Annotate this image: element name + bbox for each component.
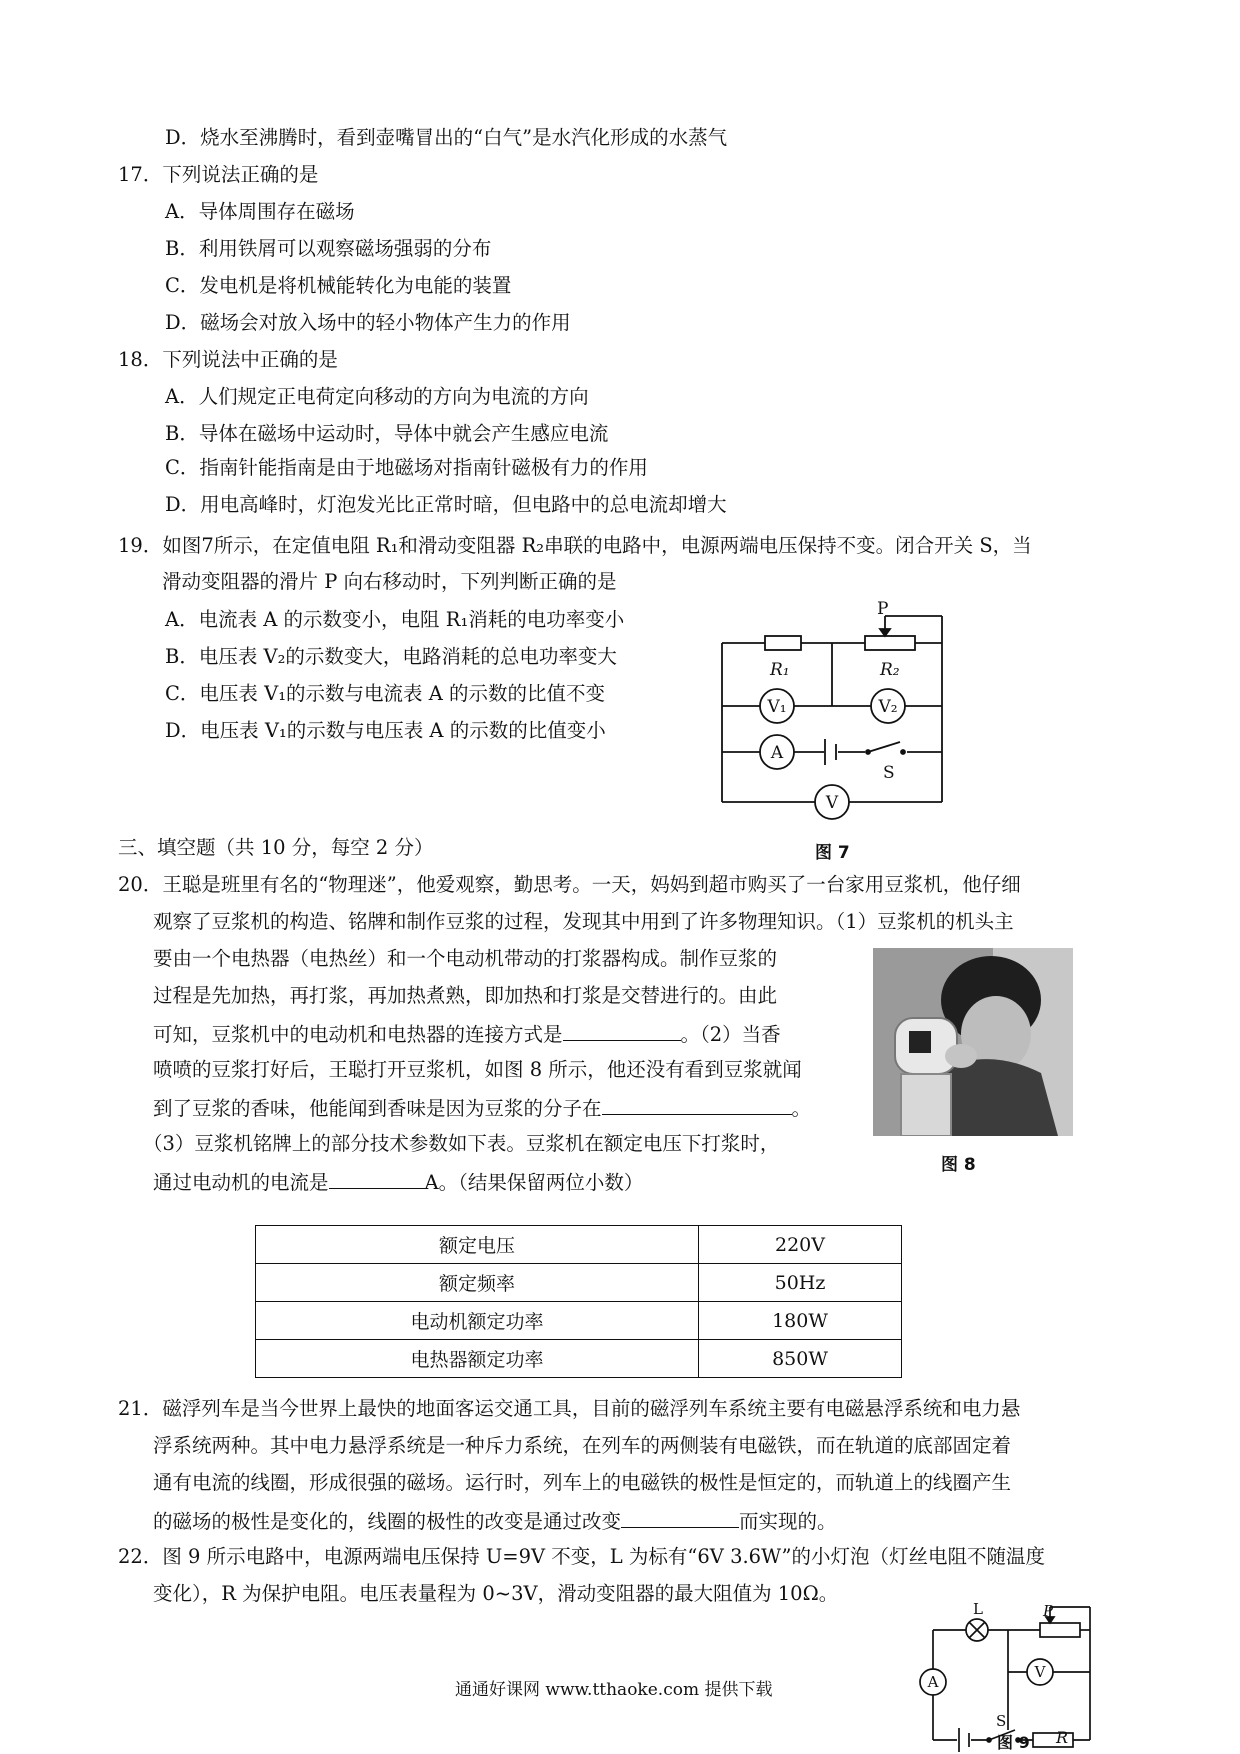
fig9-lamp-label: L (973, 1602, 983, 1618)
spec-key: 电热器额定功率 (256, 1340, 699, 1378)
table-row (256, 1264, 902, 1302)
q20-line7-text-b: 。 (791, 1097, 812, 1120)
q21-line1: 21．磁浮列车是当今世界上最快的地面客运交通工具，目前的磁浮列车系统主要有电磁悬浮系统和电力悬 (118, 1397, 1021, 1420)
q18-option-d: D．用电高峰时，灯泡发光比正常时暗，但电路中的总电流却增大 (165, 493, 727, 516)
q21-line3: 通有电流的线圈，形成很强的磁场。运行时，列车上的电磁铁的极性是恒定的，而轨道上的线圈产生 (153, 1471, 1012, 1494)
q20-line4: 过程是先加热，再打浆，再加热煮熟，即加热和打浆是交替进行的。由此 (153, 984, 778, 1007)
q20-line8: （3）豆浆机铭牌上的部分技术参数如下表。豆浆机在额定电压下打浆时， (143, 1132, 780, 1155)
q20-line5-text-a: 可知，豆浆机中的电动机和电热器的连接方式是 (153, 1023, 563, 1046)
q20-line5-text-b: 。（2）当香 (680, 1023, 781, 1046)
q17-stem: 17．下列说法正确的是 (118, 163, 319, 186)
q18-option-c: C．指南针能指南是由于地磁场对指南针磁极有力的作用 (165, 456, 648, 479)
q21-line4 (153, 1507, 837, 1535)
q17-option-b: B．利用铁屑可以观察磁场强弱的分布 (165, 237, 492, 260)
q21-line4-text-a: 的磁场的极性是变化的，线圈的极性的改变是通过改变 (153, 1510, 622, 1533)
section-3-title: 三、填空题（共 10 分，每空 2 分） (118, 836, 434, 859)
fig7-slider-label: P (877, 600, 889, 619)
q20-line9 (153, 1168, 643, 1196)
q20-line6: 喷喷的豆浆打好后，王聪打开豆浆机，如图 8 所示，他还没有看到豆浆就闻 (153, 1058, 802, 1081)
q18-option-b: B．导体在磁场中运动时，导体中就会产生感应电流 (165, 422, 609, 445)
q16-option-d: D．烧水至沸腾时，看到壶嘴冒出的“白气”是水汽化形成的水蒸气 (165, 126, 728, 149)
q20-line2: 观察了豆浆机的构造、铭牌和制作豆浆的过程，发现其中用到了许多物理知识。（1）豆浆机的机头主 (153, 910, 1014, 933)
table-row (256, 1340, 902, 1378)
q22-line1: 22．图 9 所示电路中，电源两端电压保持 U=9V 不变，L 为标有“6V 3.6W”的小灯泡（灯丝电阻不随温度 (118, 1545, 1045, 1568)
q20-line9-text-a: 通过电动机的电流是 (153, 1171, 329, 1194)
q19-option-d: D．电压表 V₁的示数与电压表 A 的示数的比值变小 (165, 719, 606, 742)
fig7-v2-label: V₂ (878, 697, 898, 717)
spec-value: 180W (699, 1302, 902, 1340)
figure-9-caption: 图 9 (997, 1733, 1030, 1752)
q20-line7 (153, 1094, 811, 1122)
q17-option-d: D．磁场会对放入场中的轻小物体产生力的作用 (165, 311, 571, 334)
q17-option-a: A．导体周围存在磁场 (165, 200, 355, 223)
spec-key: 额定频率 (256, 1264, 699, 1302)
q19-stem-line1: 19．如图7所示，在定值电阻 R₁和滑动变阻器 R₂串联的电路中，电源两端电压保持不变。闭合开关 S，当 (118, 534, 1032, 557)
figure-7-caption: 图 7 (815, 843, 850, 863)
answer-blank-connection[interactable] (563, 1020, 681, 1041)
q18-option-a: A．人们规定正电荷定向移动的方向为电流的方向 (165, 385, 589, 408)
fig9-ammeter-label: A (927, 1673, 939, 1691)
q19-option-a: A．电流表 A 的示数变小，电阻 R₁消耗的电功率变小 (165, 608, 625, 631)
spec-key: 电动机额定功率 (256, 1302, 699, 1340)
answer-blank-molecules[interactable] (602, 1094, 792, 1115)
answer-blank-current-direction[interactable] (621, 1507, 739, 1528)
q20-line9-text-b: A。（结果保留两位小数） (424, 1171, 644, 1194)
q22-line2: 变化），R 为保护电阻。电压表量程为 0~3V，滑动变阻器的最大阻值为 10Ω。 (153, 1582, 839, 1605)
q21-line2: 浮系统两种。其中电力悬浮系统是一种斥力系统，在列车的两侧装有电磁铁，而在轨道的底部固定着 (153, 1434, 1012, 1457)
fig7-v1-label: V₁ (767, 697, 787, 717)
figure-8-photo (873, 948, 1073, 1136)
spec-key: 额定电压 (256, 1226, 699, 1264)
spec-value: 850W (699, 1340, 902, 1378)
spec-value: 50Hz (699, 1264, 902, 1302)
q20-line3: 要由一个电热器（电热丝）和一个电动机带动的打浆器构成。制作豆浆的 (153, 947, 778, 970)
fig7-r1-label: R₁ (770, 660, 790, 680)
fig9-slider-label: P (1043, 1602, 1054, 1620)
q19-option-b: B．电压表 V₂的示数变大，电路消耗的总电功率变大 (165, 645, 617, 668)
spec-value: 220V (699, 1226, 902, 1264)
fig7-switch-label: S (883, 763, 895, 783)
fig7-voltmeter-label: V (825, 793, 839, 813)
fig7-r2-label: R₂ (880, 660, 900, 680)
q18-stem: 18．下列说法中正确的是 (118, 348, 338, 371)
q20-line1: 20．王聪是班里有名的“物理迷”，他爱观察，勤思考。一天，妈妈到超市购买了一台家用豆浆机，他仔细 (118, 873, 1021, 896)
fig9-switch-label: S (996, 1712, 1007, 1730)
q19-option-c: C．电压表 V₁的示数与电流表 A 的示数的比值不变 (165, 682, 605, 705)
answer-blank-current[interactable] (329, 1168, 425, 1189)
figure-8-caption: 图 8 (941, 1155, 976, 1175)
table-row (256, 1226, 902, 1264)
fig9-resistor-label: R (1056, 1728, 1069, 1747)
q21-line4-text-b: 而实现的。 (739, 1510, 837, 1533)
q20-line7-text-a: 到了豆浆的香味，他能闻到香味是因为豆浆的分子在 (153, 1097, 602, 1120)
q19-stem-line2: 滑动变阻器的滑片 P 向右移动时，下列判断正确的是 (162, 570, 617, 593)
fig9-voltmeter-label: V (1034, 1663, 1046, 1681)
figure-7-circuit (700, 600, 960, 840)
table-row (256, 1302, 902, 1340)
fig7-ammeter-label: A (770, 743, 784, 763)
spec-table (255, 1225, 902, 1378)
footer-credit: 通通好课网 www.tthaoke.com 提供下载 (455, 1680, 773, 1700)
q17-option-c: C．发电机是将机械能转化为电能的装置 (165, 274, 512, 297)
q20-line5 (153, 1020, 781, 1048)
